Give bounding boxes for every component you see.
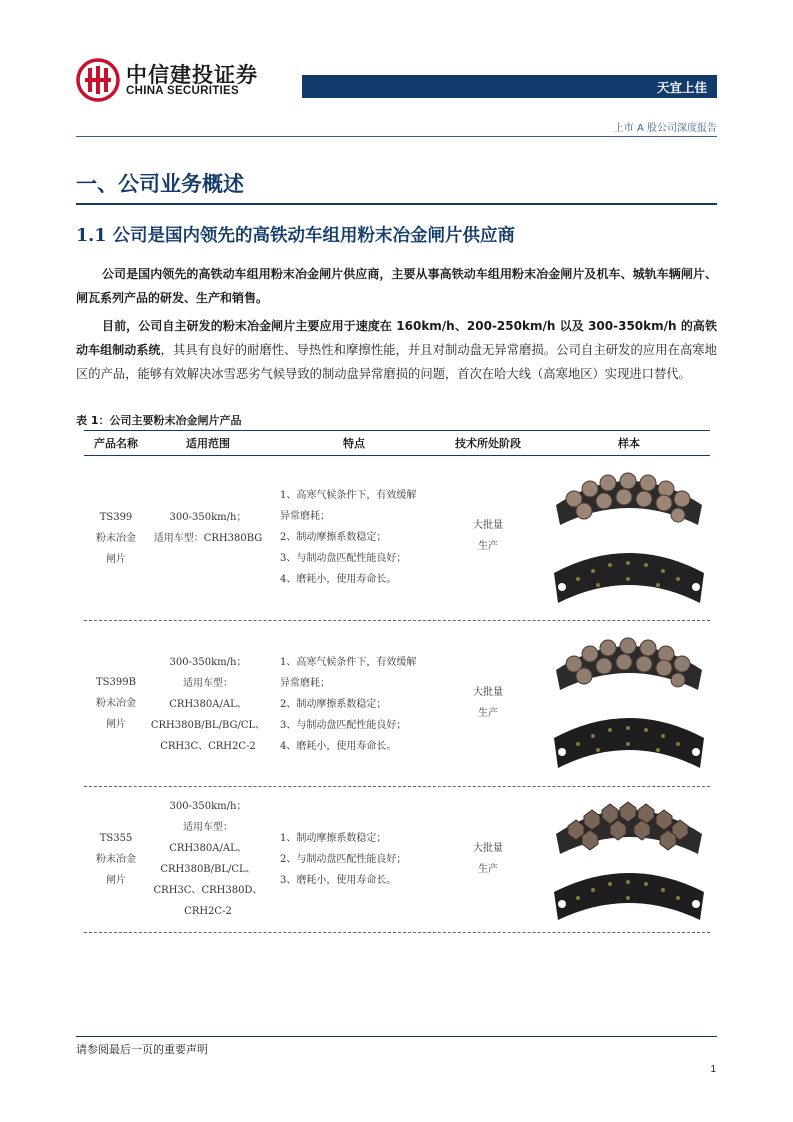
- row-3-stage-line: 生产: [478, 864, 498, 875]
- row-2-name-line: 闸片: [106, 719, 126, 730]
- row-3-scope: [148, 796, 268, 922]
- row-3-scope-line: CRH3C、CRH380D、: [153, 885, 263, 896]
- header-bar: [302, 75, 717, 98]
- section-heading-divider: [76, 203, 717, 205]
- footer-disclaimer: 请参阅最后一页的重要声明: [76, 1043, 208, 1056]
- row-2-scope: [148, 652, 268, 757]
- row-3-scope-line: CRH380A/AL、: [169, 843, 247, 854]
- header-slogan: 天宜上佳: [656, 80, 707, 95]
- row-1-feature: 1、高寒气候条件下，有效缓解: [280, 490, 417, 501]
- table-row: [84, 620, 710, 787]
- row-1-stage-line: 大批量: [473, 520, 503, 531]
- row-3-name-line: TS355: [99, 833, 133, 844]
- paragraph-1-text: 公司是国内领先的高铁动车组用粉末冶金闸片供应商，主要从事高铁动车组用粉末冶金闸片及机车、城轨车辆闸片、闸瓦系列产品的研发、生产和销售。: [76, 267, 717, 305]
- row-3-feature: 2、与制动盘匹配性能良好；: [280, 854, 407, 865]
- row-2-stage-line: 大批量: [473, 687, 503, 698]
- row-3-scope-line: CRH380B/BL/CL、: [160, 864, 256, 875]
- row-3-scope-line: 适用车型：: [183, 822, 233, 833]
- table-row: [84, 786, 710, 933]
- row-1-feature: 异常磨耗；: [280, 511, 330, 522]
- row-1-features: [280, 485, 428, 590]
- paragraph-2-text: ，其具有良好的耐磨性、导热性和摩擦性能，并且对制动盘无异常磨损。公司自主研发的应用在高寒地区的产品，能够有效解决冰雪恶劣气候导致的制动盘异常磨损的问题，首次在哈大线（高寒地区）实现进口替代。: [76, 343, 717, 381]
- header-scope: 适用范围: [186, 437, 230, 450]
- row-2-name: [84, 672, 148, 735]
- paragraph-2: [76, 314, 717, 386]
- row-1-scope: [148, 507, 268, 549]
- row-1-name-line: 粉末冶金: [96, 533, 136, 544]
- row-3-name: [84, 828, 148, 891]
- header-stage: 技术所处阶段: [455, 437, 521, 450]
- footer-divider: [76, 1036, 717, 1037]
- table-caption: 表 1：公司主要粉末冶金闸片产品: [76, 414, 242, 427]
- row-3-sample: [548, 792, 710, 936]
- row-3-scope-line: 300-350km/h；: [169, 801, 247, 812]
- header-divider: [76, 136, 717, 137]
- row-2-scope-line: 适用车型：: [183, 678, 233, 689]
- row-2-stage: [428, 682, 548, 724]
- table-row: [84, 455, 710, 621]
- row-2-scope-line: CRH380B/BL/BG/CL、: [150, 720, 266, 731]
- row-2-scope-line: CRH380A/AL、: [169, 699, 247, 710]
- row-3-features: [280, 828, 428, 891]
- company-name-cn: 中信建投证券: [126, 63, 258, 87]
- row-1-scope-line: 适用车型：CRH380BG: [153, 533, 263, 544]
- brake-pad-front-image: [548, 628, 710, 778]
- row-3-name-line: 粉末冶金: [96, 854, 136, 865]
- subsection-heading: 1.1 公司是国内领先的高铁动车组用粉末冶金闸片供应商: [76, 226, 516, 246]
- row-2-feature: 2、制动摩擦系数稳定；: [280, 699, 387, 710]
- row-2-scope-line: CRH3C、CRH2C-2: [160, 741, 256, 752]
- row-3-name-line: 闸片: [106, 875, 126, 886]
- company-logo: [76, 58, 286, 102]
- row-1-feature: 3、与制动盘匹配性能良好；: [280, 553, 407, 564]
- brake-pad-front-image: [548, 463, 710, 613]
- row-2-stage-line: 生产: [478, 708, 498, 719]
- header-name: 产品名称: [94, 437, 138, 450]
- row-3-feature: 3、磨耗小，使用寿命长。: [280, 875, 397, 886]
- row-2-scope-line: 300-350km/h；: [169, 657, 247, 668]
- row-2-name-line: 粉末冶金: [96, 698, 136, 709]
- row-2-feature: 异常磨耗；: [280, 678, 330, 689]
- row-1-stage-line: 生产: [478, 541, 498, 552]
- header-sample: 样本: [618, 437, 640, 450]
- row-1-scope-line: 300-350km/h；: [169, 512, 247, 523]
- row-1-name-line: TS399: [99, 512, 133, 523]
- row-1-name: [84, 507, 148, 570]
- report-type: 上市 A 股公司深度报告: [613, 123, 717, 134]
- row-1-stage: [428, 515, 548, 557]
- row-1-feature: 4、磨耗小，使用寿命长。: [280, 574, 397, 585]
- row-3-scope-line: CRH2C-2: [184, 906, 232, 917]
- section-heading: 一、公司业务概述: [76, 172, 244, 196]
- company-name-en: CHINA SECURITIES: [126, 85, 239, 97]
- row-3-stage-line: 大批量: [473, 843, 503, 854]
- company-logo-icon: [76, 58, 120, 102]
- row-1-sample: [548, 463, 710, 621]
- row-3-feature: 1、制动摩擦系数稳定；: [280, 833, 387, 844]
- row-2-features: [280, 652, 428, 757]
- paragraph-2-bold: 目前，公司自主研发的粉末冶金闸片主要应用于速度在 160km/h、200-250km/h 以及 300-350km/h 的高铁动车组制动系统: [76, 319, 717, 357]
- row-1-name-line: 闸片: [106, 554, 126, 565]
- table-header: [84, 430, 710, 456]
- page-number: 1: [710, 1064, 716, 1075]
- row-1-feature: 2、制动摩擦系数稳定；: [280, 532, 387, 543]
- row-2-feature: 4、磨耗小，使用寿命长。: [280, 741, 397, 752]
- row-2-feature: 1、高寒气候条件下，有效缓解: [280, 657, 417, 668]
- row-2-feature: 3、与制动盘匹配性能良好；: [280, 720, 407, 731]
- paragraph-1: [76, 262, 717, 310]
- row-3-stage: [428, 838, 548, 880]
- header-features: 特点: [343, 437, 365, 450]
- row-2-sample: [548, 628, 710, 786]
- brake-pad-front-image: [548, 792, 710, 928]
- row-2-name-line: TS399B: [96, 677, 136, 688]
